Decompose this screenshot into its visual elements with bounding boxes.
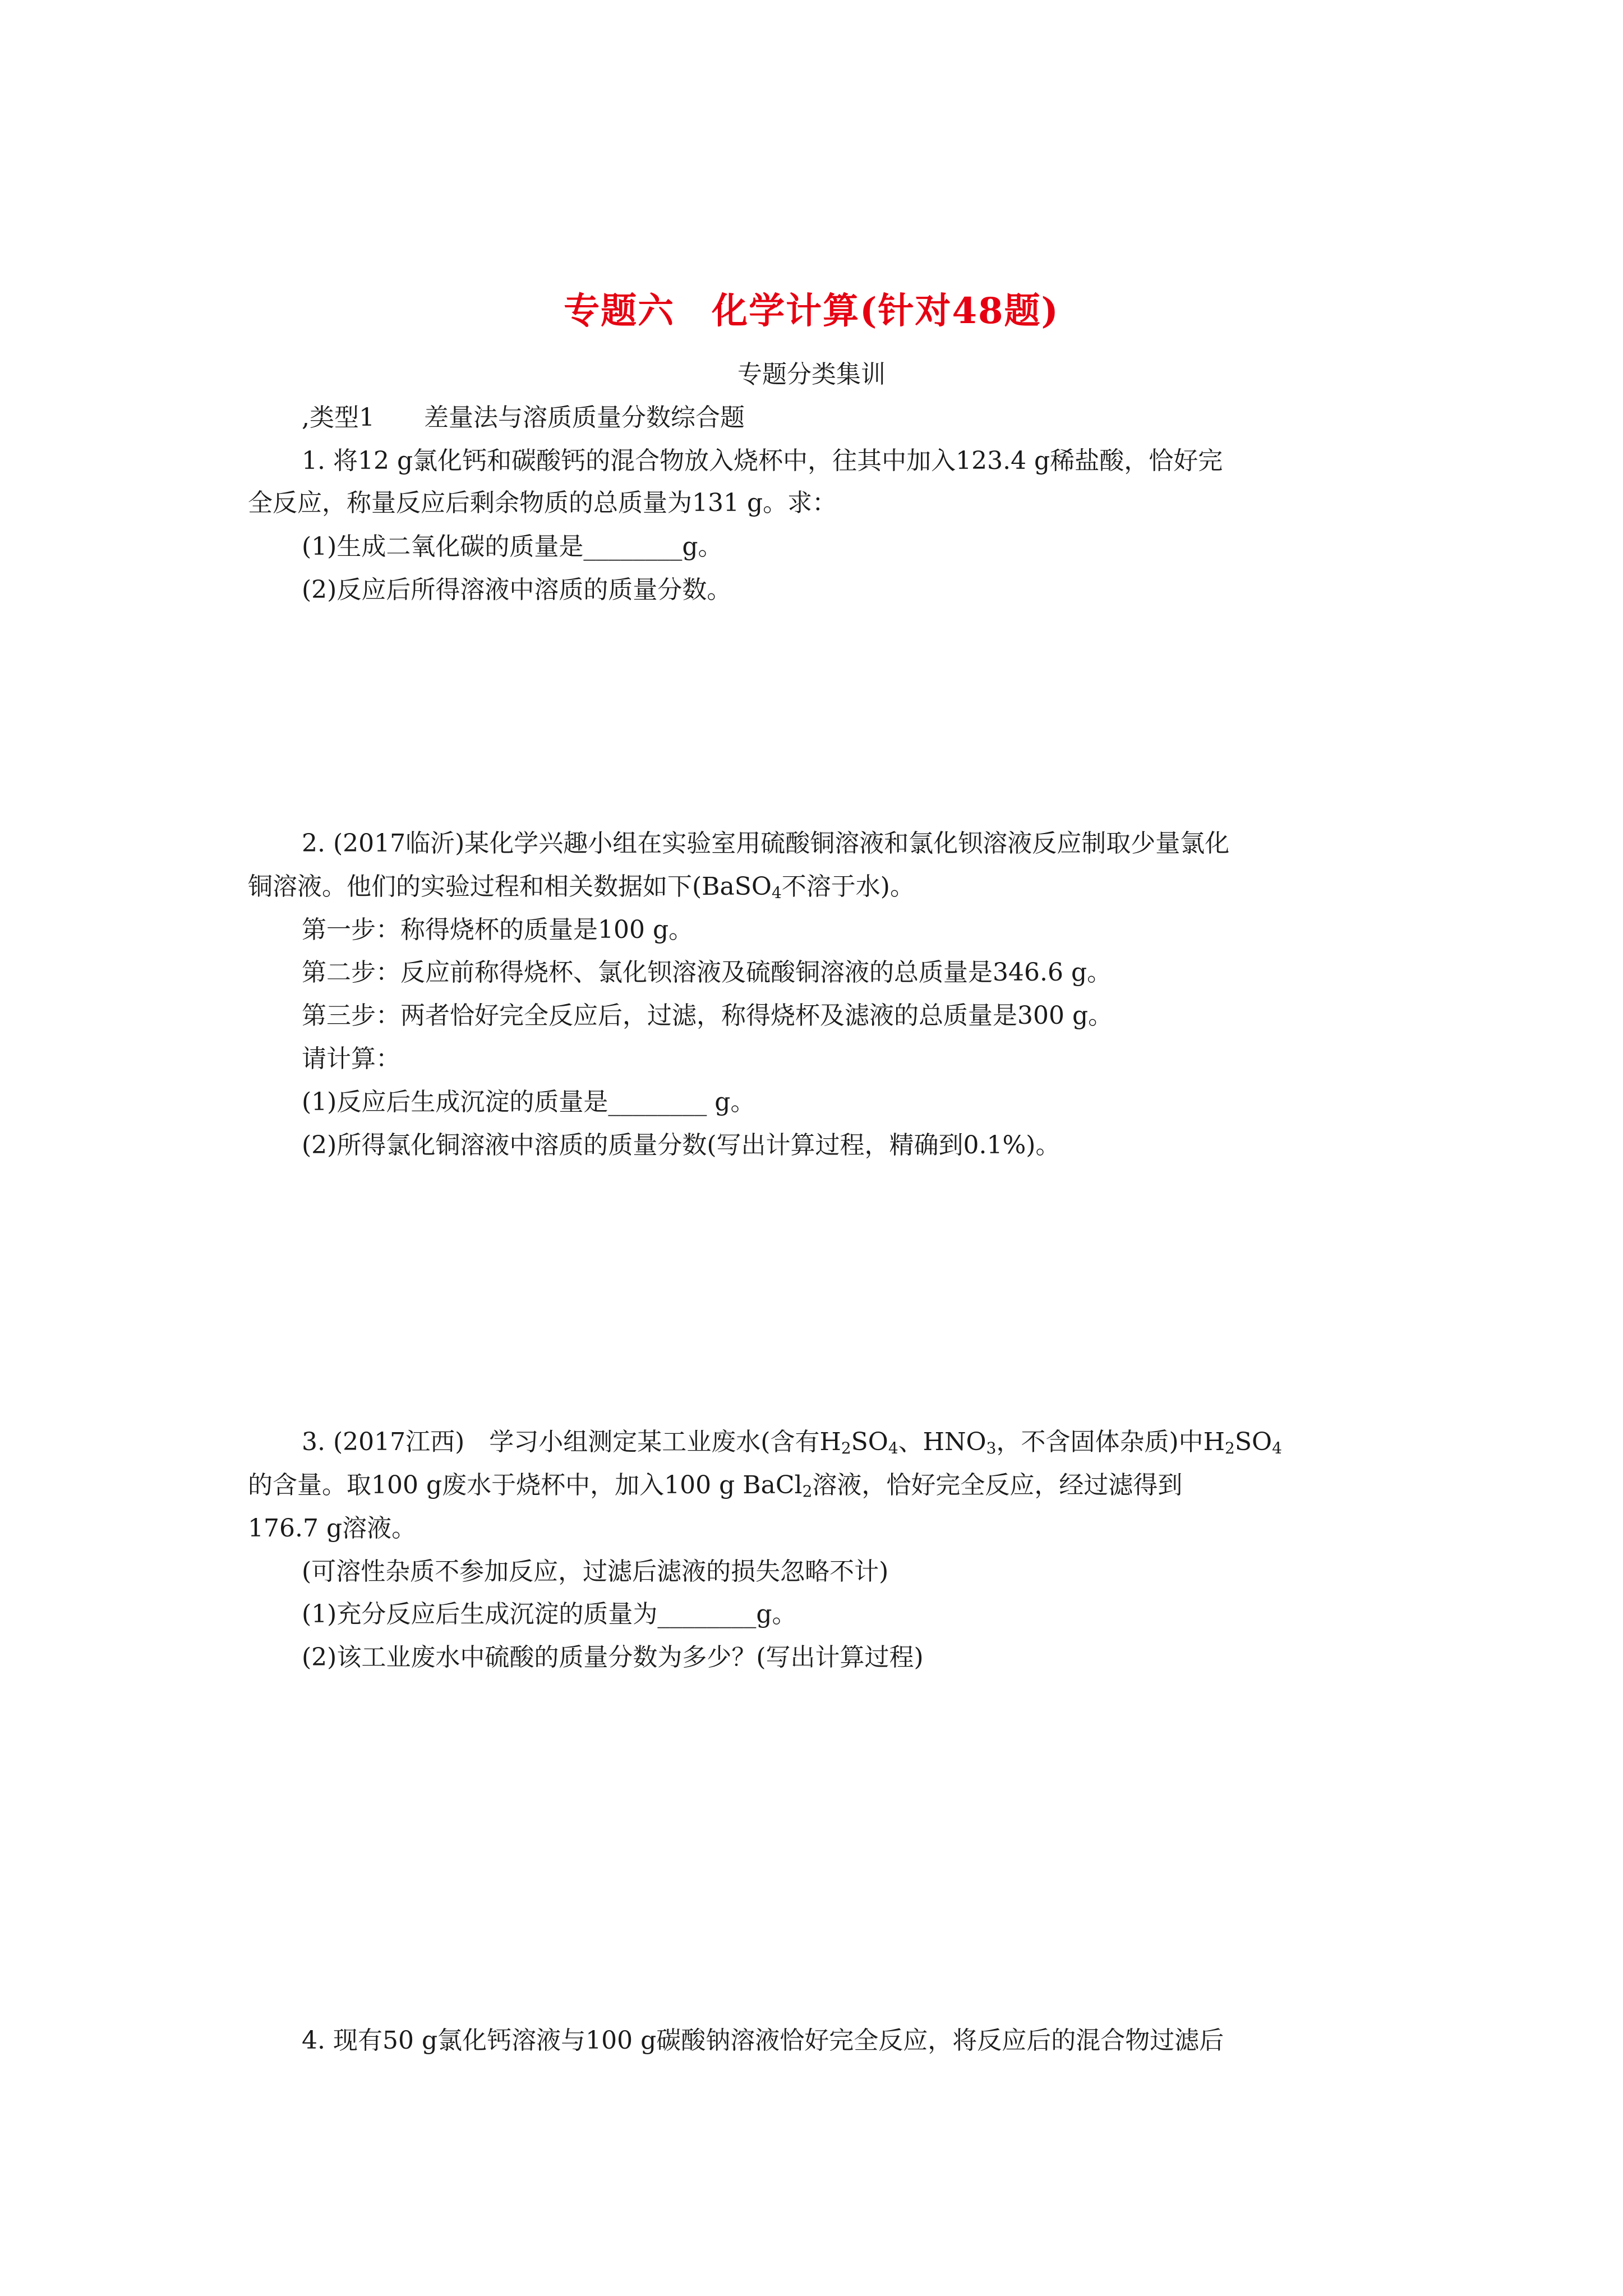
q2-part1: (1)反应后生成沉淀的质量是________ g。 (302, 1088, 755, 1116)
q2-ask: 请计算： (302, 1045, 400, 1073)
q3-note: (可溶性杂质不参加反应，过滤后滤液的损失忽略不计) (302, 1557, 889, 1586)
q1-part1: (1)生成二氧化碳的质量是________g。 (302, 532, 723, 561)
type-heading: ,类型1 差量法与溶质质量分数综合题 (302, 403, 745, 432)
q2-line1: 2. (2017临沂)某化学兴趣小组在实验室用硫酸铜溶液和氯化钡溶液反应制取少量氯化 (302, 829, 1230, 858)
q2-step1: 第一步：称得烧杯的质量是100 g。 (302, 915, 694, 944)
q1-part2: (2)反应后所得溶液中溶质的质量分数。 (302, 576, 732, 604)
q3-line1: 3. (2017江西) 学习小组测定某工业废水(含有$H_2SO_4$、$HNO_3$，不含固体杂质)中$H_2SO_4$ (302, 1428, 1282, 1457)
q1-line2: 全反应，称量反应后剩余物质的总质量为131 g。求： (248, 489, 837, 517)
q2-line2: 铜溶液。他们的实验过程和相关数据如下(BaSO$_4$不溶于水)。 (248, 872, 915, 902)
q2-step2: 第二步：反应前称得烧杯、氯化钡溶液及硫酸铜溶液的总质量是346.6 g。 (302, 958, 1112, 987)
q2-part2: (2)所得氯化铜溶液中溶质的质量分数(写出计算过程，精确到0.1%)。 (302, 1131, 1061, 1159)
q3-line2: 的含量。取100 g废水于烧杯中，加入100 g BaCl$_2$溶液，恰好完全反应，经过滤得到 (248, 1471, 1183, 1501)
q4-line1: 4. 现有50 g氯化钙溶液与100 g碳酸钠溶液恰好完全反应，将反应后的混合物过滤后 (302, 2026, 1224, 2055)
q3-part1: (1)充分反应后生成沉淀的质量为________g。 (302, 1600, 797, 1628)
page-title: 专题六 化学计算(针对48题) (564, 290, 1059, 332)
q1-line1: 1. 将12 g氯化钙和碳酸钙的混合物放入烧杯中，往其中加入123.4 g稀盐酸，恰好完 (302, 447, 1223, 475)
q3-part2: (2)该工业废水中硫酸的质量分数为多少？(写出计算过程) (302, 1643, 924, 1672)
q3-line3: 176.7 g溶液。 (248, 1514, 417, 1543)
section-subtitle: 专题分类集训 (737, 360, 886, 389)
q2-step3: 第三步：两者恰好完全反应后，过滤，称得烧杯及滤液的总质量是300 g。 (302, 1001, 1113, 1030)
